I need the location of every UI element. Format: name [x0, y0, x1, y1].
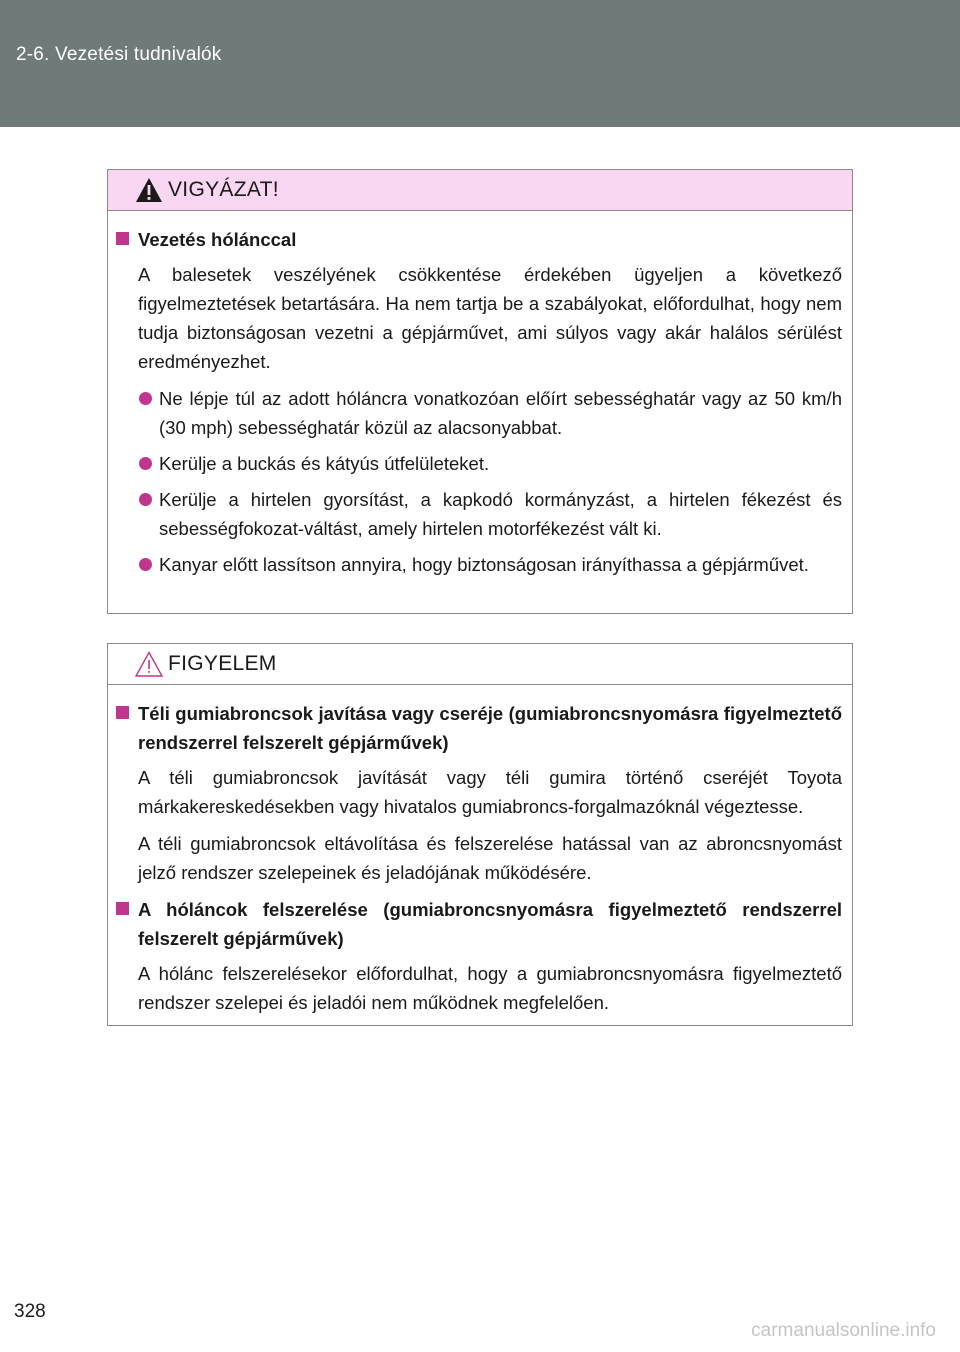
round-bullet-icon — [139, 558, 152, 571]
page-header — [0, 0, 960, 127]
caution-title-bar — [108, 170, 852, 211]
caution-title: VIGYÁZAT! — [168, 178, 279, 201]
notice-paragraph: A téli gumiabroncsok eltávolítása és felszerelése hatással van az abroncsnyomást jelző rendszer szelepeinek és jeladójának működésére. — [138, 833, 842, 883]
notice-paragraph: A hólánc felszerelésekor előfordulhat, hogy a gumiabroncsnyomásra figyelmeztető rendszer szelepei és jeladói nem működnek megfelelően. — [138, 963, 842, 1013]
caution-bullet — [114, 485, 842, 543]
section-title: 2-6. Vezetési tudnivalók — [16, 44, 222, 65]
notice-content — [108, 685, 852, 1017]
warning-triangle-filled-icon — [134, 176, 164, 204]
notice-heading — [114, 895, 842, 953]
caution-bullet — [114, 449, 842, 478]
notice-heading — [114, 699, 842, 757]
caution-intro: A balesetek veszélyének csökkentése érdekében ügyeljen a következő figyelmeztetések betartására. Ha nem tartja be a szabályokat, előfordulhat, hogy nem tudja biztonságosan vezetni a gépjárművet, ami súlyos vagy akár halálos sérülést eredményezhet. — [138, 264, 842, 372]
page-number: 328 — [14, 1301, 46, 1322]
notice-title-bar — [108, 644, 852, 685]
watermark: carmanualsonline.info — [751, 1320, 936, 1341]
round-bullet-icon — [139, 457, 152, 470]
square-bullet-icon — [116, 902, 129, 915]
notice-heading-text: A hóláncok felszerelése (gumiabroncsnyomásra figyelmeztető rendszerrel felszerelt gépjárművek) — [138, 899, 842, 949]
square-bullet-icon — [116, 232, 129, 245]
caution-content — [108, 211, 852, 579]
square-bullet-icon — [116, 706, 129, 719]
notice-title: FIGYELEM — [168, 652, 277, 675]
caution-bullet — [114, 550, 842, 579]
caution-heading-text: Vezetés hólánccal — [138, 229, 297, 250]
notice-box — [107, 643, 853, 1026]
caution-bullet — [114, 384, 842, 442]
caution-box — [107, 169, 853, 614]
notice-paragraph: A téli gumiabroncsok javítását vagy téli gumira történő cseréjét Toyota márkakereskedésekben vagy hivatalos gumiabroncs-forgalmazóknál végeztesse. — [138, 767, 842, 817]
caution-bullet-text: Ne lépje túl az adott hóláncra vonatkozóan előírt sebességhatár vagy az 50 km/h (30 mph) sebességhatár közül az alacsonyabbat. — [159, 388, 842, 438]
caution-bullet-text: Kanyar előtt lassítson annyira, hogy biztonságosan irányíthassa a gépjárművet. — [159, 554, 809, 575]
round-bullet-icon — [139, 493, 152, 506]
caution-bullet-text: Kerülje a buckás és kátyús útfelületeket. — [159, 453, 490, 474]
round-bullet-icon — [139, 392, 152, 405]
notice-heading-text: Téli gumiabroncsok javítása vagy cseréje (gumiabroncsnyomásra figyelmeztető rendszerrel felszerelt gépjárművek) — [138, 703, 842, 753]
caution-bullet-text: Kerülje a hirtelen gyorsítást, a kapkodó kormányzást, a hirtelen fékezést és sebességfokozat-váltást, amely hirtelen motorfékezést vált ki. — [159, 489, 842, 539]
caution-heading — [114, 225, 842, 254]
warning-triangle-outline-icon — [134, 650, 164, 678]
